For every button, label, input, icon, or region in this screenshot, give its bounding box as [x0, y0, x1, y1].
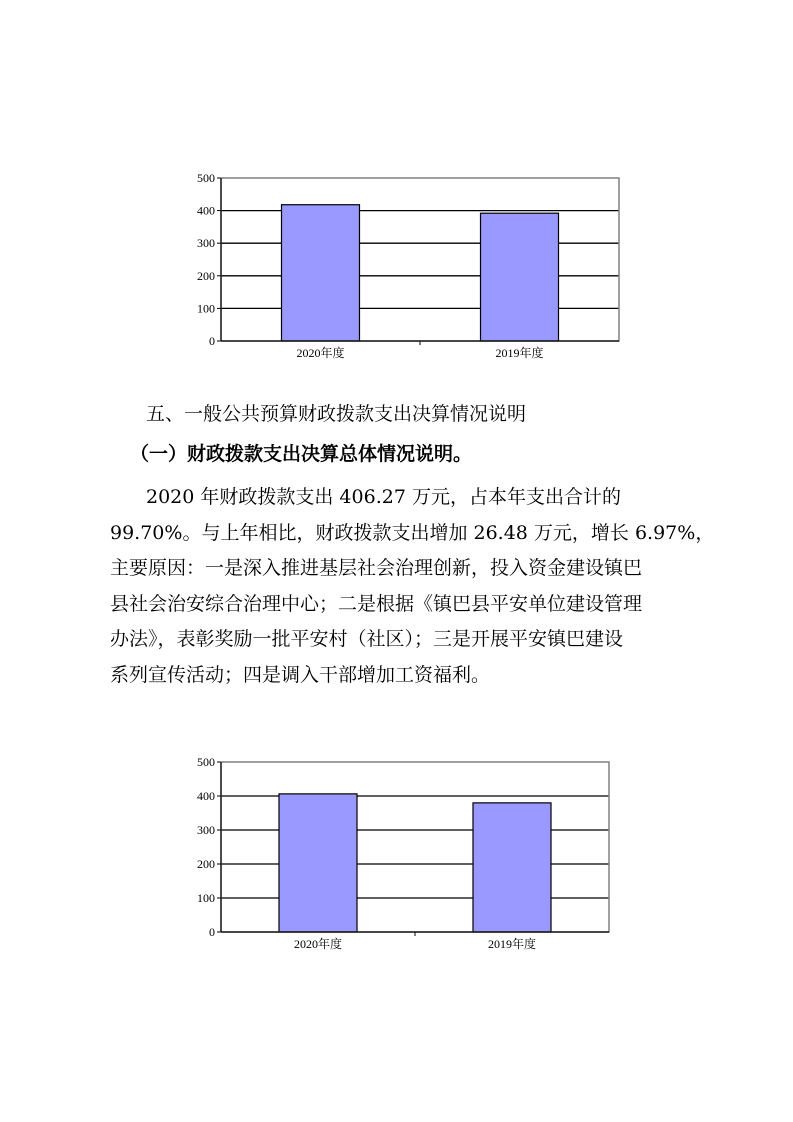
paragraph-line: 县社会治安综合治理中心；二是根据《镇巴县平安单位建设管理	[110, 592, 643, 615]
y-tick-label: 200	[197, 268, 215, 283]
y-tick-label: 400	[197, 203, 215, 218]
expenditure-bar-chart-1	[186, 168, 626, 368]
section-heading: 五、一般公共预算财政拨款支出决算情况说明	[146, 403, 527, 425]
bar	[279, 794, 357, 932]
y-tick-label: 500	[197, 755, 215, 769]
section-subheading: （一）财政拨款支出决算总体情况说明。	[130, 443, 473, 465]
y-tick-label: 100	[197, 891, 215, 905]
chart-svg	[186, 168, 626, 368]
x-tick-label: 2020年度	[293, 937, 343, 951]
body-paragraph	[110, 480, 715, 693]
expenditure-bar-chart-2	[186, 752, 626, 957]
y-tick-label: 100	[197, 301, 215, 316]
x-tick-label: 2019年度	[487, 937, 537, 951]
plot-area	[221, 178, 619, 341]
y-tick-label: 500	[197, 171, 215, 185]
y-tick-label: 400	[197, 789, 215, 803]
paragraph-line: 系列宣传活动；四是调入干部增加工资福利。	[110, 663, 491, 686]
paragraph-line: 99.70%。与上年相比，财政拨款支出增加 26.48 万元，增长 6.97%，	[110, 521, 715, 544]
x-tick-label: 2020年度	[296, 346, 345, 360]
paragraph-line: 主要原因：一是深入推进基层社会治理创新，投入资金建设镇巴	[110, 557, 643, 579]
bar	[282, 205, 360, 341]
bar	[473, 803, 551, 932]
y-tick-label: 0	[209, 925, 215, 939]
paragraph-line: 办法》，表彰奖励一批平安村（社区）；三是开展平安镇巴建设	[110, 628, 624, 650]
bar	[481, 213, 559, 341]
x-tick-label: 2019年度	[495, 346, 544, 360]
paragraph-line: 2020 年财政拨款支出 406.27 万元，占本年支出合计的	[146, 486, 621, 508]
chart-svg	[186, 752, 626, 957]
y-tick-label: 300	[197, 236, 215, 251]
y-tick-label: 0	[209, 334, 215, 348]
y-tick-label: 300	[197, 823, 215, 837]
y-tick-label: 200	[197, 857, 215, 871]
